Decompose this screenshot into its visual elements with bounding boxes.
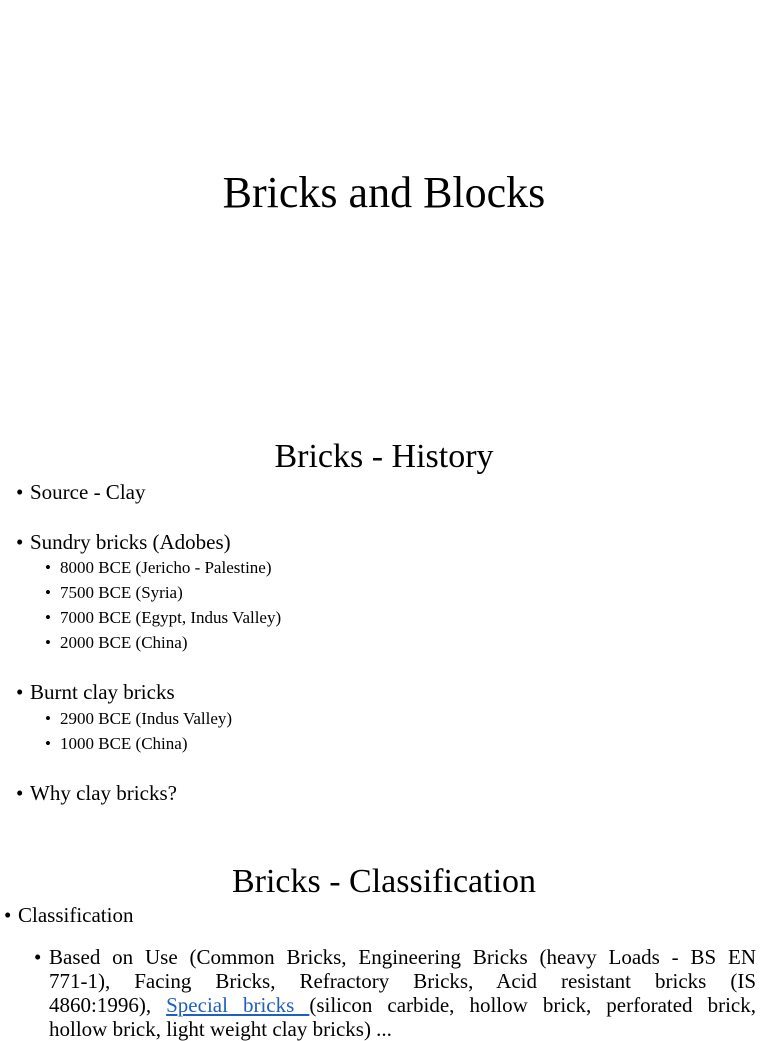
- list-item-text: Source - Clay: [30, 480, 146, 504]
- bullet-icon: •: [45, 734, 51, 753]
- bullet-icon: •: [16, 480, 24, 504]
- text-line: Based on Use (Common Bricks, Engineering Bricks (heavy Loads - BS EN: [49, 945, 756, 969]
- classification-paragraph: [34, 945, 756, 1041]
- sub-list-item: [45, 733, 188, 755]
- sub-list-item-text: 7000 BCE (Egypt, Indus Valley): [60, 608, 282, 627]
- bullet-icon: •: [45, 583, 51, 602]
- bullet-icon: •: [4, 903, 12, 927]
- bullet-icon: •: [16, 530, 24, 554]
- text-line: 771-1), Facing Bricks, Refractory Bricks, Acid resistant bricks (IS: [49, 969, 756, 993]
- text-fragment: (silicon carbide, hollow brick, perforated brick,: [309, 993, 756, 1017]
- special-bricks-link[interactable]: Special bricks: [166, 993, 310, 1017]
- list-item-text: Why clay bricks?: [30, 781, 177, 805]
- bullet-icon: •: [45, 709, 51, 728]
- list-item: [4, 902, 133, 928]
- bullet-icon: •: [16, 781, 24, 805]
- classification-heading: Bricks - Classification: [231, 863, 537, 900]
- sub-list-item: [45, 557, 272, 579]
- sub-list-item: [45, 632, 188, 654]
- slide-title: Bricks and Blocks: [222, 168, 546, 217]
- list-item-text: Classification: [18, 903, 134, 927]
- sub-list-item: [45, 708, 232, 730]
- history-heading: Bricks - History: [274, 438, 494, 475]
- text-line: [49, 993, 756, 1017]
- bullet-icon: •: [45, 633, 51, 652]
- list-item-text: Sundry bricks (Adobes): [30, 530, 231, 554]
- list-item-text: Burnt clay bricks: [30, 680, 175, 704]
- sub-list-item-text: 2000 BCE (China): [60, 633, 188, 652]
- bullet-icon: •: [16, 680, 24, 704]
- list-item: [16, 679, 175, 705]
- sub-list-item-text: 7500 BCE (Syria): [60, 583, 183, 602]
- bullet-icon: •: [45, 558, 51, 577]
- list-item: [16, 529, 231, 555]
- list-item: [16, 780, 177, 806]
- sub-list-item-text: 1000 BCE (China): [60, 734, 188, 753]
- text-fragment: 4860:1996),: [49, 993, 167, 1017]
- sub-list-item-text: 2900 BCE (Indus Valley): [60, 709, 233, 728]
- text-line: hollow brick, light weight clay bricks) ...: [49, 1017, 392, 1041]
- sub-list-item-text: 8000 BCE (Jericho - Palestine): [60, 558, 272, 577]
- list-item: [16, 479, 145, 505]
- sub-list-item: [45, 607, 281, 629]
- sub-list-item: [45, 582, 183, 604]
- classification-text: [49, 945, 756, 1041]
- bullet-icon: •: [34, 945, 42, 969]
- bullet-icon: •: [45, 608, 51, 627]
